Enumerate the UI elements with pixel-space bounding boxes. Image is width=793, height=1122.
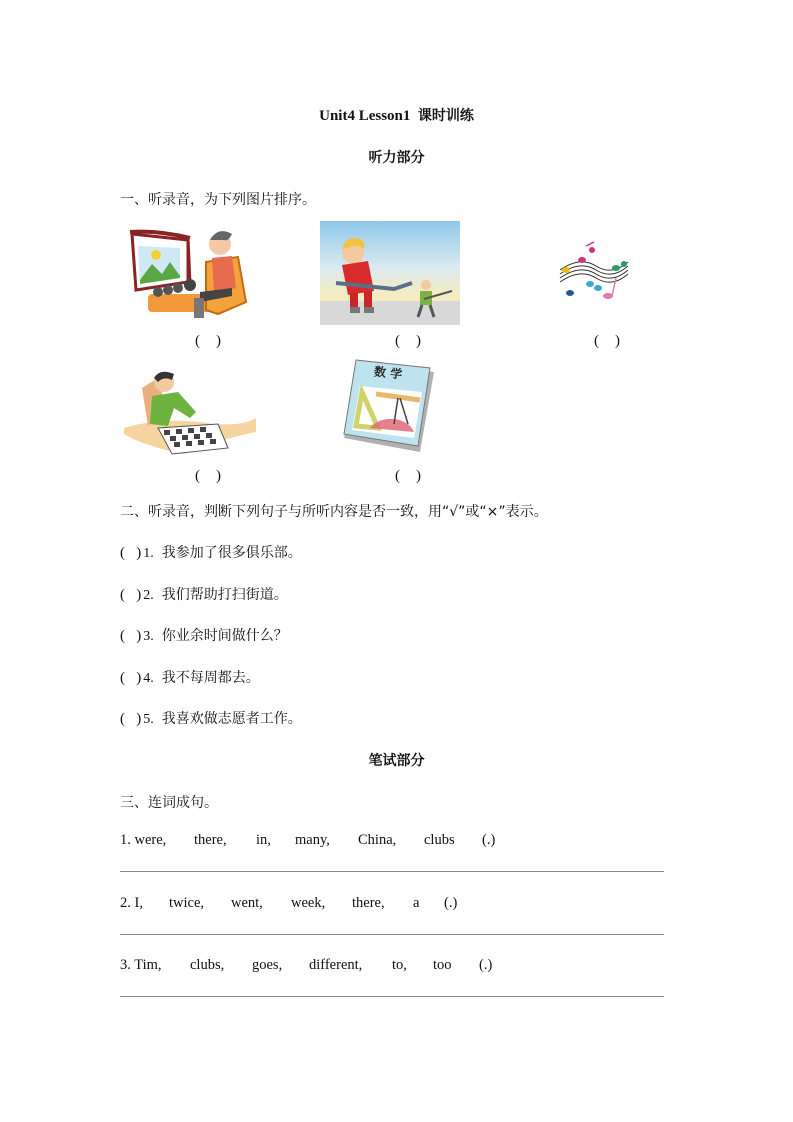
answer-line-1[interactable] bbox=[120, 871, 664, 872]
writing-section-title: 笔试部分 bbox=[368, 753, 425, 769]
word: week, bbox=[291, 895, 326, 911]
tf-item-2: ( ) 2. 我们帮助打扫街道。 bbox=[120, 587, 288, 603]
word: 1. were, bbox=[120, 832, 167, 848]
picture-4-answer[interactable]: ( ) bbox=[195, 468, 221, 484]
tf-item-3: ( ) 3. 你业余时间做什么？ bbox=[120, 628, 288, 644]
word: there, bbox=[352, 895, 385, 911]
answer-line-3[interactable] bbox=[120, 996, 664, 997]
part2-heading: 二、听录音，判断下列句子与所听内容是否一致，用“√”或“×”表示。 bbox=[120, 504, 548, 520]
word: (.) bbox=[479, 957, 493, 973]
word: too bbox=[433, 957, 452, 973]
word: there, bbox=[194, 832, 227, 848]
word: goes, bbox=[252, 957, 283, 973]
tf-sentence: 我喜欢做志愿者工作。 bbox=[161, 711, 302, 727]
cinema-illustration bbox=[128, 222, 253, 322]
tf-sentence: 我参加了很多俱乐部。 bbox=[161, 545, 302, 561]
page-title bbox=[0, 106, 793, 126]
word: 3. Tim, bbox=[120, 957, 162, 973]
hockey-illustration bbox=[320, 221, 460, 325]
part3-heading: 三、连词成句。 bbox=[120, 795, 218, 811]
word: in, bbox=[256, 832, 271, 848]
part1-heading: 一、听录音，为下列图片排序。 bbox=[120, 192, 316, 208]
word-order-item-3 bbox=[120, 955, 680, 975]
tf-sentence: 我们帮助打扫街道。 bbox=[161, 587, 288, 603]
picture-chess-boy bbox=[124, 368, 256, 458]
tf-answer-bracket[interactable]: ( ) bbox=[120, 587, 142, 603]
word: many, bbox=[295, 832, 330, 848]
picture-2-answer[interactable]: ( ) bbox=[395, 333, 421, 349]
tf-answer-bracket[interactable]: ( ) bbox=[120, 628, 142, 644]
tf-item-1: ( ) 1. 我参加了很多俱乐部。 bbox=[120, 545, 302, 561]
word: (.) bbox=[482, 832, 496, 848]
picture-hockey-boys bbox=[320, 221, 460, 325]
word: 2. I, bbox=[120, 895, 143, 911]
picture-1-answer[interactable]: ( ) bbox=[195, 333, 221, 349]
word: clubs, bbox=[190, 957, 225, 973]
math-book-label: 数 学 bbox=[373, 364, 403, 382]
title-chinese: 课时训练 bbox=[417, 108, 474, 124]
music-notes-illustration bbox=[556, 238, 632, 302]
word-order-item-1 bbox=[120, 830, 680, 850]
picture-3-answer[interactable]: ( ) bbox=[594, 333, 620, 349]
word: to, bbox=[392, 957, 407, 973]
word: twice, bbox=[169, 895, 205, 911]
picture-math-book bbox=[340, 358, 438, 453]
tf-sentence: 你业余时间做什么？ bbox=[161, 628, 288, 644]
word: a bbox=[413, 895, 420, 911]
word: clubs bbox=[424, 832, 455, 848]
tf-answer-bracket[interactable]: ( ) bbox=[120, 545, 142, 561]
word: (.) bbox=[444, 895, 458, 911]
word: China, bbox=[358, 832, 397, 848]
tf-answer-bracket[interactable]: ( ) bbox=[120, 670, 142, 686]
tf-sentence: 我不每周都去。 bbox=[161, 670, 260, 686]
tf-item-4: ( ) 4. 我不每周都去。 bbox=[120, 670, 260, 686]
picture-cinema-boy bbox=[128, 222, 253, 322]
word: went, bbox=[231, 895, 263, 911]
chess-illustration bbox=[124, 368, 256, 458]
listening-section-title: 听力部分 bbox=[368, 150, 425, 166]
title-english: Unit4 Lesson1 bbox=[319, 108, 411, 124]
tf-item-5: ( ) 5. 我喜欢做志愿者工作。 bbox=[120, 711, 302, 727]
tf-answer-bracket[interactable]: ( ) bbox=[120, 711, 142, 727]
word: different, bbox=[309, 957, 363, 973]
word-order-item-2 bbox=[120, 893, 680, 913]
picture-5-answer[interactable]: ( ) bbox=[395, 468, 421, 484]
picture-music-notes bbox=[556, 238, 632, 302]
answer-line-2[interactable] bbox=[120, 934, 664, 935]
